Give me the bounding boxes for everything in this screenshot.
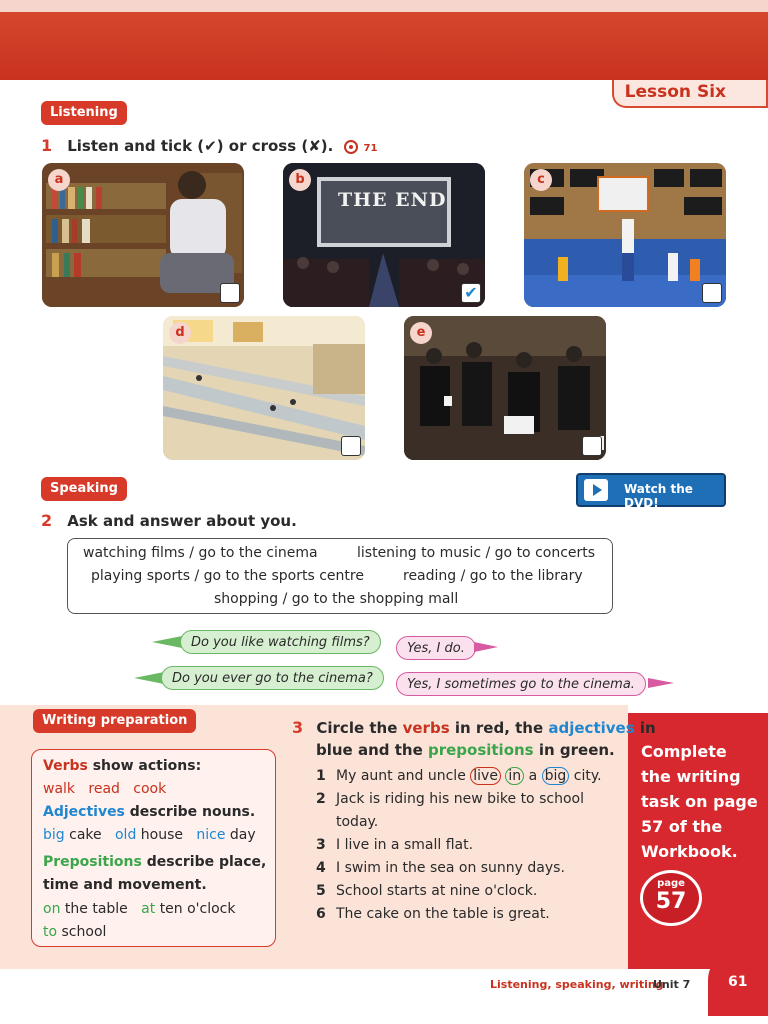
badge-word: page [657,878,685,889]
adjectives-rule: Adjectives describe nouns. [43,804,256,820]
header-banner [0,0,768,80]
sentence-5: 5 School starts at nine o'clock. [316,883,538,899]
option-text: reading / go to the library [403,568,583,584]
footer-unit: Unit 7 [653,978,691,991]
exercise-3-line2: blue and the prepositions in green. [316,741,615,759]
photo-letter-e: e [410,322,432,344]
answer-checkbox-d[interactable] [341,436,361,456]
grammar-reference-box [31,749,276,947]
photo-letter-d: d [169,322,191,344]
option-text: playing sports / go to the sports centre [91,568,364,584]
workbook-page-badge[interactable] [640,870,702,926]
photo-a-library [42,163,244,307]
circled-preposition: in [505,767,524,785]
lesson-tab [612,80,768,108]
photo-d-shopping-mall [163,316,365,460]
exercise-1-heading [41,136,377,155]
listening-tag: Listening [41,101,127,125]
bubble-tail [134,672,164,684]
badge-number: 57 [655,889,687,914]
option-text: watching films / go to the cinema [83,545,318,561]
answer-checkbox-e[interactable] [582,436,602,456]
exercise-number: 1 [41,136,53,155]
bubble-tail [474,642,498,652]
writing-preparation-tag: Writing preparation [33,709,196,733]
question-bubble-1: Do you like watching films? [180,630,381,654]
audio-cd-icon[interactable] [344,140,358,154]
circled-verb: live [470,767,501,785]
verbs-rule: Verbs show actions: [43,758,202,774]
preposition-examples: on the table at ten o'clock [43,901,236,917]
page-number-tab [708,950,768,1016]
photo-e-concert [404,316,606,460]
page-number: 61 [728,974,748,990]
photo-letter-c: c [530,169,552,191]
cinema-screen-text: THE END [338,189,447,211]
sentence-2: 2 Jack is riding his new bike to school [316,791,584,807]
circled-adjective: big [542,767,570,785]
orchestra-image [404,316,606,460]
bubble-tail [648,678,674,688]
speaking-tag: Speaking [41,477,127,501]
library-image [42,163,244,307]
exercise-number: 2 [41,511,53,530]
photo-letter-b: b [289,169,311,191]
photo-c-sports-centre [524,163,726,307]
mall-image [163,316,365,460]
adjective-examples: big cake old house nice day [43,827,256,843]
answer-checkbox-c[interactable] [702,283,722,303]
header-strip [0,0,768,12]
sentence-4: 4 I swim in the sea on sunny days. [316,860,565,876]
prepositions-rule-cont: time and movement. [43,877,207,893]
track-number: 71 [363,143,378,154]
verb-examples: walk read cook [43,781,167,797]
answer-checkbox-a[interactable] [220,283,240,303]
basketball-image [524,163,726,307]
bubble-tail [152,636,182,648]
photo-b-cinema [283,163,485,307]
prepositions-rule: Prepositions describe place, [43,854,267,870]
exercise-instruction: Ask and answer about you. [67,512,297,530]
watch-dvd-button[interactable] [576,473,726,510]
photo-letter-a: a [48,169,70,191]
answer-checkbox-b[interactable]: ✔ [461,283,481,303]
footer-section: Listening, speaking, writing [490,978,664,991]
sentence-2-cont: today. [336,814,379,830]
answer-bubble-1: Yes, I do. [396,636,476,660]
sentence-1: 1 My aunt and uncle live in a big city. [316,768,602,784]
exercise-2-heading [41,511,297,530]
preposition-examples-cont: to school [43,924,107,940]
watch-dvd-label: Watch the DVD! [624,482,693,510]
answer-bubble-2: Yes, I sometimes go to the cinema. [396,672,646,696]
exercise-instruction: Listen and tick (✔) or cross (✘). [67,137,334,155]
cinema-image [283,163,485,307]
play-icon [584,479,608,501]
question-bubble-2: Do you ever go to the cinema? [161,666,384,690]
exercise-3-line1: 3 Circle the verbs in red, the adjectives in [292,718,656,737]
activity-options-box [67,538,613,614]
option-text: shopping / go to the shopping mall [214,591,459,607]
sentence-6: 6 The cake on the table is great. [316,906,550,922]
option-text: listening to music / go to concerts [357,545,596,561]
workbook-instruction: Complete the writing task on page 57 of the Workbook. [641,742,758,861]
lesson-title: Lesson Six [624,82,726,102]
sentence-3: 3 I live in a small flat. [316,837,474,853]
